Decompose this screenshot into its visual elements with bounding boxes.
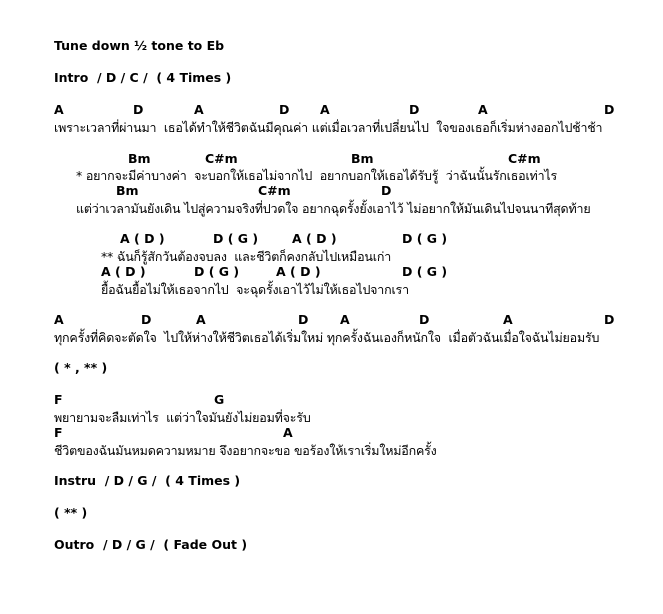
chord: Bm xyxy=(351,151,374,166)
lyric-line: ยื้อฉันยื้อไม่ให้เธอจากไป จะฉุดรั้งเอาไว้ไม่ให้เธอไปจากเรา xyxy=(101,282,409,297)
chord: A xyxy=(340,312,350,327)
chord: D ( G ) xyxy=(213,231,259,246)
lyric-line: แต่ว่าเวลามันยังเดิน ไปสู่ความจริงที่ปวดใจ อยากฉุดรั้งยั้งเอาไว้ ไม่อยากให้มันเดินไปจนนาทีสุดท้าย xyxy=(76,201,591,216)
repeat-marker: ( ** ) xyxy=(54,505,88,520)
lyric-line: เพราะเวลาที่ผ่านมา เธอได้ทำให้ชีวิตฉันมีคุณค่า แต่เมื่อเวลาที่เปลี่ยนไป ใจของเธอก็เริ่มห่างออกไปช้าช้า xyxy=(54,120,603,135)
chord: F xyxy=(54,392,63,407)
lyric-line: พยายามจะลืมเท่าไร แต่ว่าใจมันยังไม่ยอมที่จะรับ xyxy=(54,410,311,425)
chord: G xyxy=(214,392,225,407)
chord: D xyxy=(141,312,152,327)
chord: D xyxy=(381,183,392,198)
chord: D xyxy=(604,312,615,327)
chord: A xyxy=(54,312,64,327)
chord: A xyxy=(503,312,513,327)
chord: Bm xyxy=(116,183,139,198)
instru-line: Instru / D / G / ( 4 Times ) xyxy=(54,473,241,488)
chord: D xyxy=(604,102,615,117)
chord: Bm xyxy=(128,151,151,166)
chord: D ( G ) xyxy=(402,231,448,246)
tuning-note: Tune down ½ tone to Eb xyxy=(54,38,225,53)
chord: D ( G ) xyxy=(194,264,240,279)
chord: A ( D ) xyxy=(120,231,165,246)
lyric-line: * อยากจะมีค่าบางค่า จะบอกให้เธอไม่จากไป อยากบอกให้เธอได้รับรู้ ว่าฉันนั้นรักเธอเท่าไร xyxy=(76,168,557,183)
chord: A xyxy=(283,425,293,440)
chord: A xyxy=(478,102,488,117)
chord: D ( G ) xyxy=(402,264,448,279)
lyric-line: ชีวิตของฉันมันหมดความหมาย จึงอยากจะขอ ขอร้องให้เราเริ่มใหม่อีกครั้ง xyxy=(54,443,437,458)
chord: A xyxy=(54,102,64,117)
chord: F xyxy=(54,425,63,440)
chord: D xyxy=(279,102,290,117)
lyric-line: ทุกครั้งที่คิดจะตัดใจ ไปให้ห่างให้ชีวิตเธอได้เริ่มใหม่ ทุกครั้งฉันเองก็หนักใจ เมื่อตัวฉันเมื่อใจฉันไม่ยอมรับ xyxy=(54,330,600,345)
chord: A xyxy=(194,102,204,117)
repeat-marker: ( * , ** ) xyxy=(54,360,108,375)
chord: D xyxy=(133,102,144,117)
chord: D xyxy=(419,312,430,327)
chord: D xyxy=(298,312,309,327)
chord: A ( D ) xyxy=(292,231,337,246)
chord: A xyxy=(196,312,206,327)
chord: C#m xyxy=(205,151,238,166)
lyric-line: ** ฉันก็รู้สักวันต้องจบลง และชีวิตก็คงกลับไปเหมือนเก่า xyxy=(101,249,392,264)
chord: C#m xyxy=(258,183,291,198)
intro-line: Intro / D / C / ( 4 Times ) xyxy=(54,70,232,85)
outro-line: Outro / D / G / ( Fade Out ) xyxy=(54,537,248,552)
chord: A ( D ) xyxy=(101,264,146,279)
chord: A xyxy=(320,102,330,117)
chord: D xyxy=(409,102,420,117)
chord: A ( D ) xyxy=(276,264,321,279)
chord: C#m xyxy=(508,151,541,166)
